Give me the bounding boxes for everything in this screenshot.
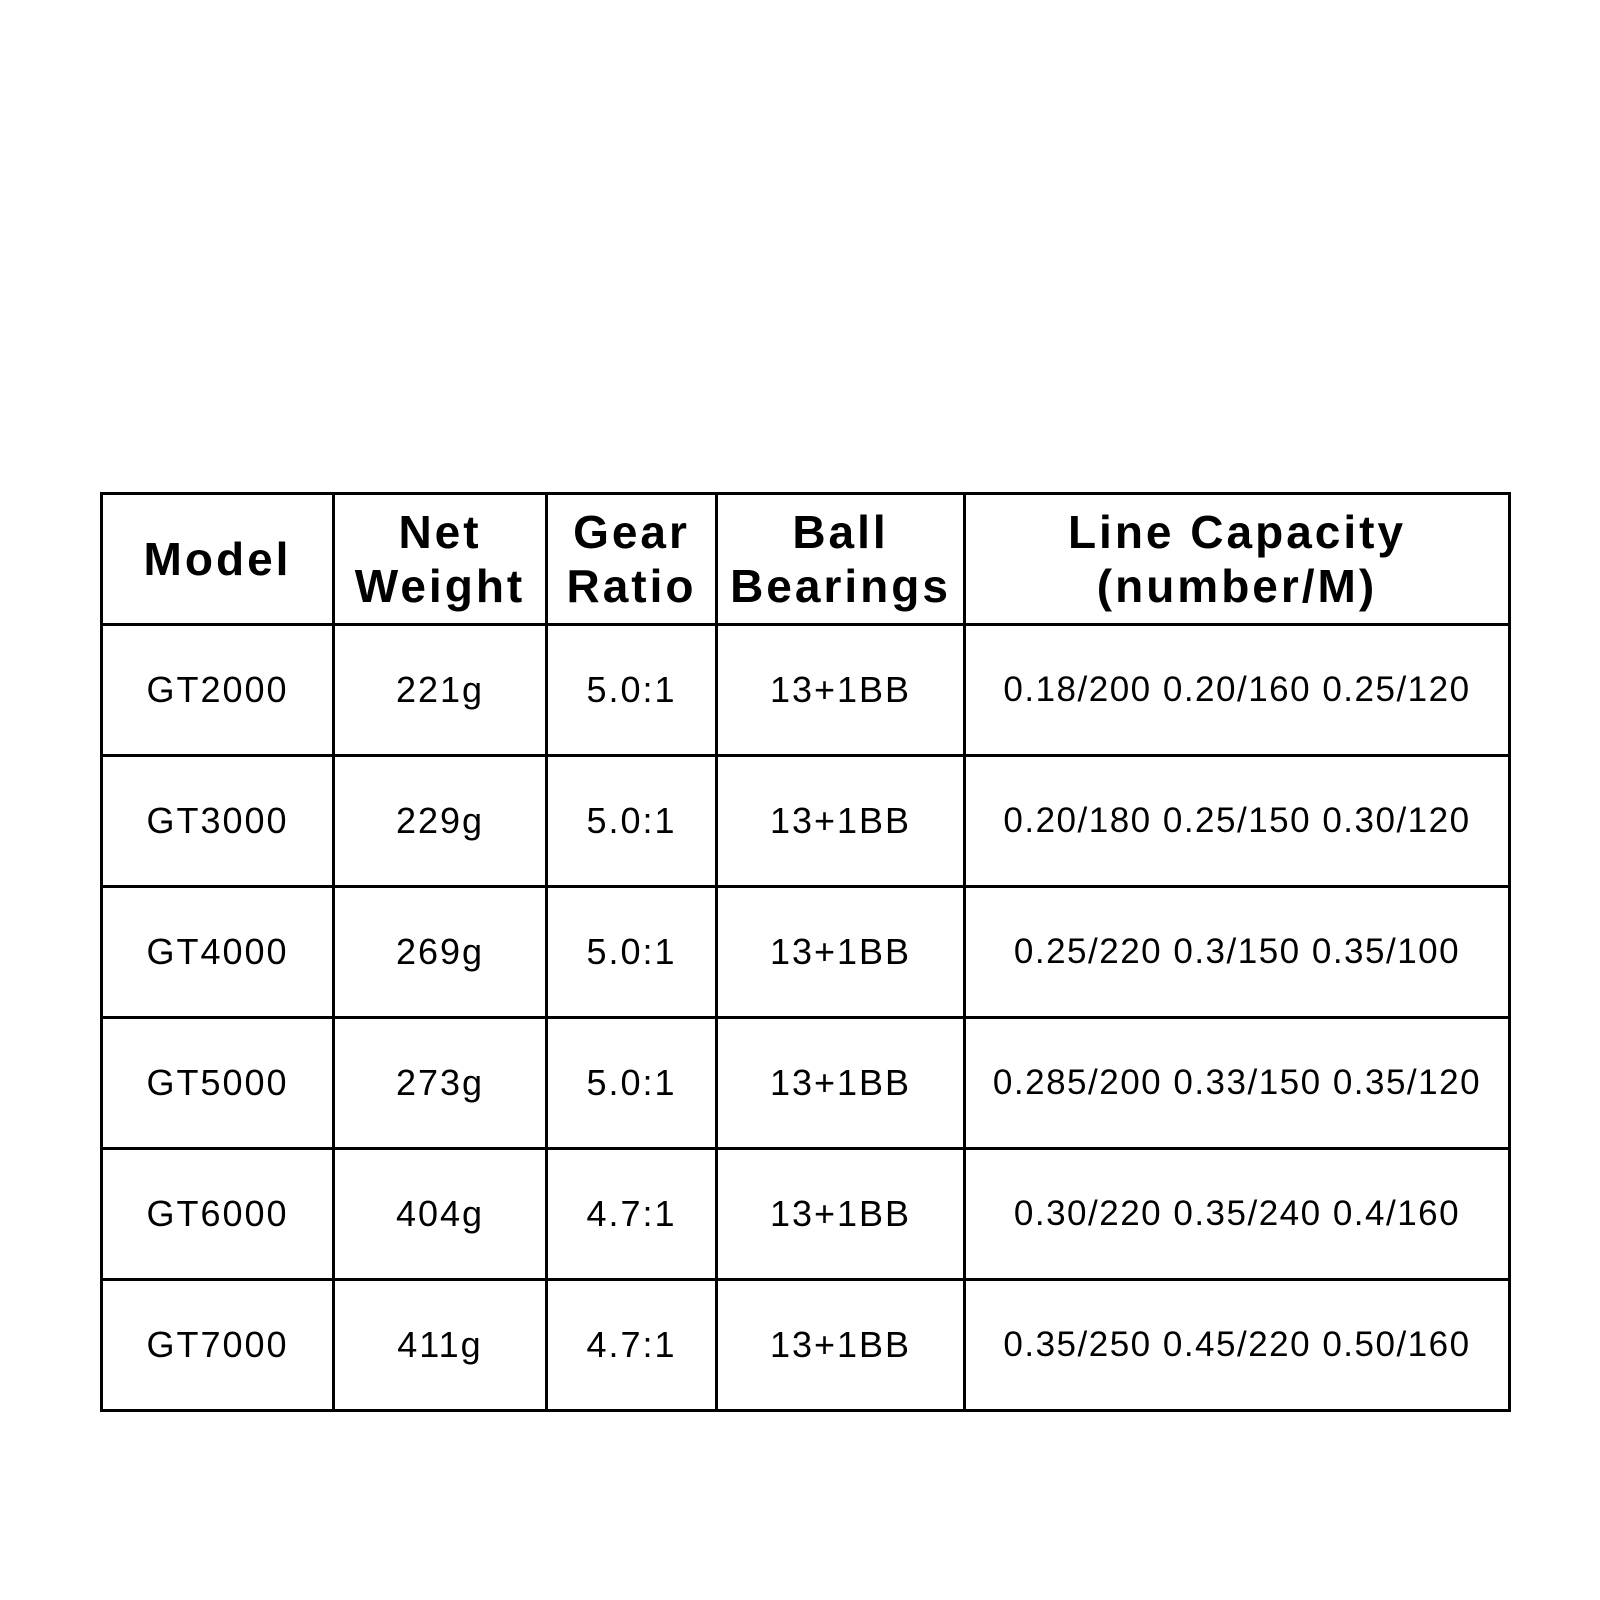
table-header-row: [102, 494, 1510, 625]
header-line-capacity-line1: Line Capacity: [1067, 506, 1407, 558]
cell-model: GT4000: [102, 887, 334, 1018]
cell-model: GT6000: [102, 1149, 334, 1280]
cell-model: GT3000: [102, 756, 334, 887]
cell-ball-bearings: 13+1BB: [717, 756, 965, 887]
table-row: [102, 887, 1510, 1018]
header-model: [102, 494, 334, 625]
cell-line-capacity: 0.30/220 0.35/240 0.4/160: [965, 1149, 1510, 1280]
cell-ball-bearings: 13+1BB: [717, 625, 965, 756]
cell-line-capacity: 0.25/220 0.3/150 0.35/100: [965, 887, 1510, 1018]
cell-net-weight: 404g: [334, 1149, 547, 1280]
cell-ball-bearings: 13+1BB: [717, 1280, 965, 1411]
cell-net-weight: 221g: [334, 625, 547, 756]
cell-line-capacity: 0.20/180 0.25/150 0.30/120: [965, 756, 1510, 887]
header-line-capacity: [965, 494, 1510, 625]
table-row: [102, 1280, 1510, 1411]
cell-gear-ratio: 5.0:1: [547, 887, 717, 1018]
cell-line-capacity: 0.18/200 0.20/160 0.25/120: [965, 625, 1510, 756]
header-gear-ratio-line2: Ratio: [566, 560, 697, 612]
cell-line-capacity: 0.35/250 0.45/220 0.50/160: [965, 1280, 1510, 1411]
cell-net-weight: 411g: [334, 1280, 547, 1411]
table-row: [102, 625, 1510, 756]
header-net-weight-line1: Net: [398, 506, 482, 558]
cell-gear-ratio: 5.0:1: [547, 1018, 717, 1149]
cell-net-weight: 229g: [334, 756, 547, 887]
cell-ball-bearings: 13+1BB: [717, 887, 965, 1018]
cell-net-weight: 273g: [334, 1018, 547, 1149]
header-gear-ratio-line1: Gear: [573, 506, 690, 558]
cell-ball-bearings: 13+1BB: [717, 1018, 965, 1149]
table-row: [102, 756, 1510, 887]
header-net-weight: [334, 494, 547, 625]
cell-model: GT2000: [102, 625, 334, 756]
cell-gear-ratio: 4.7:1: [547, 1280, 717, 1411]
cell-net-weight: 269g: [334, 887, 547, 1018]
cell-line-capacity: 0.285/200 0.33/150 0.35/120: [965, 1018, 1510, 1149]
cell-model: GT5000: [102, 1018, 334, 1149]
cell-ball-bearings: 13+1BB: [717, 1149, 965, 1280]
header-ball-bearings-line1: Ball: [792, 506, 889, 558]
cell-gear-ratio: 4.7:1: [547, 1149, 717, 1280]
table-row: [102, 1149, 1510, 1280]
header-ball-bearings: [717, 494, 965, 625]
cell-gear-ratio: 5.0:1: [547, 625, 717, 756]
header-ball-bearings-line2: Bearings: [730, 560, 951, 612]
table-row: [102, 1018, 1510, 1149]
header-line-capacity-line2: (number/M): [1096, 560, 1378, 612]
header-model-label: Model: [143, 533, 292, 585]
spec-table: [100, 492, 1511, 1412]
cell-model: GT7000: [102, 1280, 334, 1411]
header-net-weight-line2: Weight: [354, 560, 526, 612]
header-gear-ratio: [547, 494, 717, 625]
cell-gear-ratio: 5.0:1: [547, 756, 717, 887]
